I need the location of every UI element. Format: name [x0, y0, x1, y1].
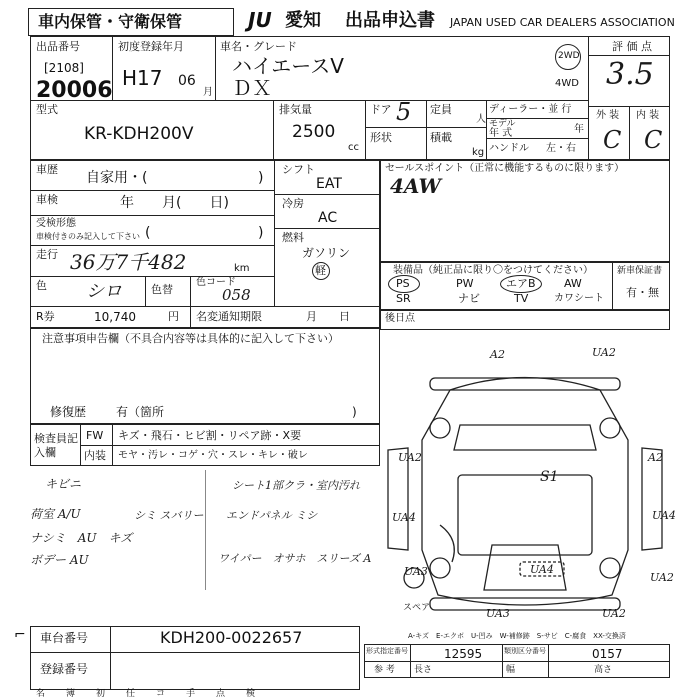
history-close: )	[258, 170, 264, 186]
recycle-label: R券	[36, 310, 55, 323]
door-value: 5	[396, 98, 412, 126]
recycle-unit: 円	[168, 310, 179, 323]
disp-label: 排気量	[279, 103, 312, 116]
dmg-label-a2-top: A2	[490, 348, 505, 361]
damage-legend: A-キズ E-エクボ U-凹み W-補修跡 S-サビ C-腐食 XX-交換済	[408, 632, 626, 640]
rating-int-label: 内 装	[636, 110, 660, 121]
history-value: 自家用・(	[86, 170, 148, 186]
mileage-value: 36万7千482	[70, 250, 187, 274]
color-value: シロ	[86, 281, 122, 302]
hand-note-4b: ワイパー オサホ スリーズ A	[218, 552, 372, 565]
receipt-open: (	[145, 225, 151, 241]
type-value: KR-KDH200V	[84, 124, 194, 144]
equip-aw: AW	[564, 277, 582, 290]
model-grade: ＤＸ	[232, 76, 272, 100]
warranty-label: 新車保証書	[617, 266, 663, 276]
document-title: 出品申込書	[345, 10, 435, 31]
equip-pw: PW	[456, 277, 474, 290]
equipment-grid	[384, 278, 609, 306]
equip-ps: PS	[396, 277, 410, 290]
ju-logo: JU	[248, 8, 272, 32]
color-code-value: 058	[222, 286, 251, 304]
ref-label: 参 考	[374, 665, 395, 675]
mileage-label: 走行	[36, 248, 58, 261]
footer-cell: 検	[246, 689, 256, 699]
color-label: 色	[36, 279, 47, 292]
notes-label: 注意事項申告欄（不具合内容等は具体的に記入して下さい）	[42, 332, 339, 345]
chassis-value: KDH200-0022657	[160, 628, 303, 647]
car-damage-diagram	[380, 330, 670, 630]
notice-value: 月 日	[306, 310, 350, 323]
rating-ext-value: C	[603, 126, 622, 154]
repair-value: 有（箇所	[116, 405, 165, 419]
dmg-label-a2-right: A2	[648, 451, 663, 464]
hand-note-1a: キビニ	[45, 477, 82, 491]
equip-leather: カワシート	[554, 293, 604, 304]
color-change-label: 色替	[151, 283, 173, 296]
dmg-label-ua2-right: UA2	[650, 571, 674, 584]
len-label: 長さ	[414, 665, 433, 675]
dmg-label-ua2-top: UA2	[592, 346, 616, 359]
org-name: 愛知	[285, 10, 321, 31]
handle-label: ハンドル	[489, 143, 529, 154]
repair-label: 修復歴	[50, 405, 87, 419]
door-label: ドア	[370, 103, 392, 116]
footer-strip	[30, 690, 280, 700]
color-code-label: 色コード	[196, 277, 236, 288]
class-value: 0157	[592, 647, 623, 661]
bracket-mark: ⌐	[14, 627, 26, 643]
dealer-label: ディーラー・並 行	[489, 104, 572, 115]
spare-label: スペア	[403, 603, 431, 613]
later-box	[380, 310, 670, 330]
later-label: 後日点	[385, 313, 415, 324]
lot-label: 出品番号	[36, 40, 80, 53]
rating-value: 3.5	[606, 57, 654, 92]
fw-label: FW	[86, 429, 104, 442]
shape-label: 形状	[370, 131, 392, 144]
storage-stamp-text: 車内保管・守衛保管	[38, 12, 183, 31]
hand-note-4a: ボデー AU	[30, 553, 89, 567]
footer-cell: 簿	[66, 689, 76, 699]
warranty-value: 有・無	[626, 286, 659, 299]
cap-label: 定員	[430, 103, 452, 116]
chassis-label: 車台番号	[40, 631, 89, 645]
type-label: 型式	[36, 103, 58, 116]
reg-month-unit: 月	[203, 87, 213, 98]
fuel-circled: 軽	[315, 264, 326, 277]
equip-airbag: エアB	[506, 277, 536, 290]
lot-number: 20006	[36, 78, 113, 103]
equip-airbag-circle	[500, 275, 542, 293]
disp-unit: cc	[348, 142, 359, 153]
hand-note-2b: シミ スバリー	[134, 509, 204, 522]
handle-value: 左・右	[546, 143, 576, 154]
model-name: ハイエースV	[232, 54, 344, 78]
model-year-label: モデル	[489, 119, 516, 129]
load-unit: kg	[472, 147, 485, 158]
reg-month: 06	[178, 73, 196, 89]
model-label: 車名・グレード	[220, 40, 297, 53]
sales-value: 4AW	[390, 174, 441, 198]
history-label: 車歴	[36, 163, 58, 176]
recycle-value: 10,740	[94, 310, 136, 324]
footer-cell: 点	[216, 689, 226, 699]
equip-navi: ナビ	[458, 292, 480, 305]
footer-cell: コ	[156, 689, 166, 699]
ac-label: 冷房	[282, 197, 304, 210]
dmg-label-ua4-right: UA4	[652, 509, 676, 522]
lot-sub: [2108]	[44, 61, 84, 75]
drive-badge-2wd: 2WD	[558, 51, 580, 61]
fuel-value: ガソリン	[302, 246, 351, 260]
hand-note-2c: エンドパネル ミシ	[226, 509, 318, 522]
footer-cell: 初	[96, 689, 106, 699]
dmg-label-ua4-left: UA4	[392, 511, 416, 524]
notice-label: 名変通知期限	[196, 310, 262, 323]
int-label: 内装	[84, 449, 106, 462]
dmg-label-ua2-left: UA2	[398, 451, 422, 464]
receipt-close: )	[258, 225, 264, 241]
equip-ps-circle	[388, 275, 420, 293]
cap-unit: 人	[476, 114, 486, 125]
int-text: モヤ・汚レ・コゲ・穴・スレ・キレ・破レ	[118, 450, 308, 461]
fw-text: キズ・飛石・ヒビ割・リペア跡・X要	[118, 429, 302, 442]
equip-tv: TV	[514, 292, 529, 305]
inspection-value: 年 月( 日)	[120, 195, 229, 211]
width-label: 幅	[506, 665, 516, 675]
dmg-label-ua3-left: UA3	[404, 565, 428, 578]
footer-cell: 名	[36, 689, 46, 699]
shift-label: シフト	[282, 163, 315, 176]
reg-label: 初度登録年月	[118, 40, 184, 53]
receipt-label: 受検形態	[36, 218, 76, 229]
hand-note-3a: ナシミ AU キズ	[30, 531, 133, 545]
drive-badge-4wd: 4WD	[555, 78, 579, 89]
footer-cell: 手	[186, 689, 196, 699]
reg-era-year: H17	[122, 66, 163, 90]
shift-value: EAT	[316, 176, 342, 192]
inspection-label: 車検	[36, 193, 58, 206]
year-label: 年 式	[489, 128, 513, 139]
class-label: 類別区分番号	[504, 647, 546, 655]
mileage-unit: km	[234, 263, 250, 274]
equip-sr: SR	[396, 292, 411, 305]
fuel-label: 燃料	[282, 231, 304, 244]
disp-value: 2500	[292, 122, 336, 142]
footer-cell: 任	[126, 689, 136, 699]
dmg-label-s1: S1	[540, 469, 559, 485]
hand-note-1b: シート1部クラ・室内汚れ	[232, 479, 360, 492]
receipt-note: 車検付きのみ記入して下さい	[36, 232, 140, 241]
year-unit: 年	[574, 124, 584, 135]
reg-number-label: 登録番号	[40, 662, 89, 676]
cert-label: 形式指定番号	[366, 647, 408, 655]
rating-ext-label: 外 装	[596, 110, 620, 121]
sales-label: セールスポイント（正常に機能するものに限ります）	[385, 163, 625, 174]
dmg-label-ua4-rear: UA4	[530, 563, 554, 576]
equipment-label: 装備品（純正品に限り〇をつけてください）	[393, 265, 593, 276]
association-name: JAPAN USED CAR DEALERS ASSOCIATION	[450, 16, 675, 29]
rating-label: 評 価 点	[612, 40, 652, 53]
rating-int-value: C	[644, 126, 663, 154]
repair-close: )	[352, 405, 357, 419]
cert-value: 12595	[444, 647, 483, 661]
inspector-label: 検査員記入欄	[34, 432, 78, 459]
dmg-label-ua3-rear: UA3	[486, 607, 510, 620]
height-label: 高さ	[594, 665, 613, 675]
ac-value: AC	[318, 210, 338, 226]
dmg-label-ua2-rear: UA2	[602, 607, 626, 620]
load-label: 積載	[430, 131, 452, 144]
hand-note-2a: 荷室 A/U	[30, 507, 81, 521]
